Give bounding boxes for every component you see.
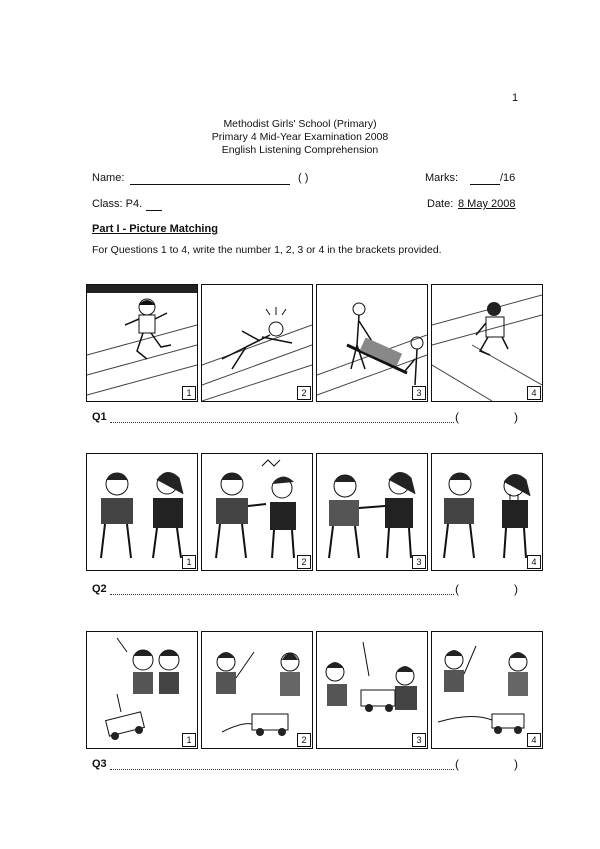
picture-panel [316, 453, 428, 571]
girl-crying-illustration [432, 454, 542, 570]
boy-pointing-girl-illustration [202, 454, 312, 570]
marks-total: /16 [500, 172, 516, 184]
girl-grabbing-car-illustration [317, 632, 427, 748]
name-label: Name: [92, 172, 125, 184]
answer-field-q1[interactable] [466, 410, 510, 426]
girl-pushing-boy-illustration [317, 454, 427, 570]
fallen-boy-illustration [202, 285, 312, 401]
panel-number: 2 [297, 733, 311, 747]
panel-number: 1 [182, 555, 196, 569]
date-label: Date: [427, 198, 454, 210]
answer-bracket-close: ) [514, 410, 518, 424]
panel-number: 1 [182, 733, 196, 747]
picture-panel [201, 284, 313, 402]
panel-number: 1 [182, 386, 196, 400]
children-with-remote-car-illustration [87, 632, 197, 748]
answer-dotted-line [110, 422, 454, 423]
boy-controlling-car-illustration [202, 632, 312, 748]
question-label: Q1 [92, 411, 107, 423]
panel-number: 4 [527, 386, 541, 400]
answer-bracket-close: ) [514, 582, 518, 596]
picture-panel [316, 284, 428, 402]
panel-number: 2 [297, 555, 311, 569]
panel-number: 3 [412, 733, 426, 747]
school-name: Methodist Girls' School (Primary) [223, 118, 377, 130]
section-title: Part I - Picture Matching [92, 223, 218, 235]
answer-bracket-open: ( [455, 757, 459, 771]
picture-panel [316, 631, 428, 749]
picture-strip-q3 [86, 631, 546, 751]
answer-bracket-open: ( [455, 410, 459, 424]
kneeling-boy-illustration [432, 285, 542, 401]
panel-number: 3 [412, 386, 426, 400]
picture-panel [431, 631, 543, 749]
question-label: Q2 [92, 583, 107, 595]
picture-panel [201, 453, 313, 571]
answer-dotted-line [110, 769, 454, 770]
panel-number: 4 [527, 733, 541, 747]
picture-panel [86, 284, 198, 402]
answer-dotted-line [110, 594, 454, 595]
name-field[interactable] [130, 184, 290, 185]
exam-title: Primary 4 Mid-Year Examination 2008 [211, 131, 389, 143]
marks-label: Marks: [425, 172, 458, 184]
date-value: 8 May 2008 [458, 198, 516, 210]
picture-panel [86, 631, 198, 749]
answer-bracket-close: ) [514, 757, 518, 771]
paper-title: English Listening Comprehension [221, 144, 379, 156]
answer-field-q2[interactable] [466, 582, 510, 598]
panel-number: 3 [412, 555, 426, 569]
picture-panel [431, 284, 543, 402]
stretcher-illustration [317, 285, 427, 401]
marks-field[interactable] [470, 184, 500, 185]
page-number: 1 [512, 92, 519, 104]
boy-girl-laughing-illustration [87, 454, 197, 570]
picture-strip-q2 [86, 453, 546, 573]
panel-number: 2 [297, 386, 311, 400]
picture-panel [201, 631, 313, 749]
question-label: Q3 [92, 758, 107, 770]
picture-panel [86, 453, 198, 571]
picture-strip-q1 [86, 284, 546, 404]
answer-field-q3[interactable] [466, 757, 510, 773]
running-boy-illustration [87, 285, 197, 401]
panel-number: 4 [527, 555, 541, 569]
car-racing-away-illustration [432, 632, 542, 748]
picture-panel [431, 453, 543, 571]
section-instruction: For Questions 1 to 4, write the number 1, 2, 3 or 4 in the brackets provided. [92, 244, 442, 256]
class-label: Class: P4. [92, 198, 143, 210]
class-field[interactable] [146, 210, 162, 211]
name-brackets: ( ) [298, 172, 309, 184]
answer-bracket-open: ( [455, 582, 459, 596]
